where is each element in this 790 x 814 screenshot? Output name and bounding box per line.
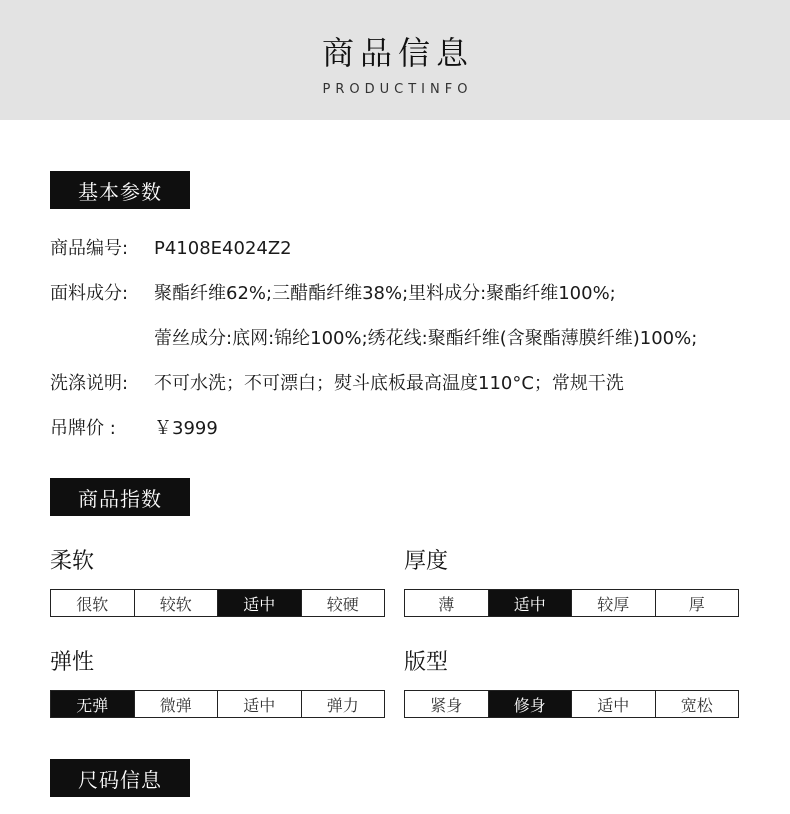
- scale-option: 厚: [655, 590, 739, 616]
- param-row-washing: [50, 372, 624, 396]
- scale-option: 紧身: [430, 695, 463, 715]
- scale-option-selected: 无弹: [51, 691, 134, 717]
- softness-scale: [50, 589, 385, 617]
- param-label: 洗涤说明:: [50, 373, 129, 394]
- scale-option: 弹力: [301, 691, 385, 717]
- param-value: P4108E4024Z2: [154, 238, 292, 259]
- param-row-fabric: [50, 282, 616, 306]
- page-header: [0, 0, 790, 120]
- param-value: 聚酯纤维62%;三醋酯纤维38%;里料成分:聚酯纤维100%;: [154, 283, 616, 304]
- index-title-thickness: 厚度: [404, 549, 449, 574]
- scale-option: 较软: [134, 590, 218, 616]
- param-value: 蕾丝成分:底网:锦纶100%;绣花线:聚酯纤维(含聚酯薄膜纤维)100%;: [154, 328, 698, 349]
- page-subtitle: PRODUCTINFO: [322, 81, 473, 97]
- scale-option: 微弹: [134, 691, 218, 717]
- param-label: 吊牌价 :: [50, 418, 116, 439]
- param-row-price: [50, 417, 218, 441]
- scale-option-selected: 修身: [488, 691, 572, 717]
- scale-option: 较硬: [301, 590, 385, 616]
- section-tag-product-index: 商品指数: [50, 478, 190, 516]
- scale-option: 很软: [76, 594, 109, 614]
- scale-option: 宽松: [655, 691, 739, 717]
- param-row-lace: [50, 327, 697, 351]
- scale-option-selected: 适中: [488, 590, 572, 616]
- param-label: 面料成分:: [50, 283, 129, 304]
- scale-option: 薄: [438, 594, 455, 614]
- scale-option-selected: 适中: [217, 590, 301, 616]
- scale-option: 适中: [571, 691, 655, 717]
- index-title-softness: 柔软: [50, 549, 95, 574]
- param-value: 不可水洗；不可漂白；熨斗底板最高温度110°C；常规干洗: [154, 373, 624, 394]
- index-title-elasticity: 弹性: [50, 650, 95, 675]
- index-title-fit: 版型: [404, 650, 449, 675]
- param-label: 商品编号:: [50, 238, 129, 259]
- fit-scale: [404, 690, 739, 718]
- param-value: ￥3999: [154, 418, 218, 439]
- scale-option: 适中: [217, 691, 301, 717]
- param-row-sku: [50, 237, 292, 261]
- page-title: 商品信息: [321, 33, 474, 72]
- scale-option: 较厚: [571, 590, 655, 616]
- thickness-scale: [404, 589, 739, 617]
- elasticity-scale: [50, 690, 385, 718]
- section-tag-basic-params: 基本参数: [50, 171, 190, 209]
- section-tag-size-info: 尺码信息: [50, 759, 190, 797]
